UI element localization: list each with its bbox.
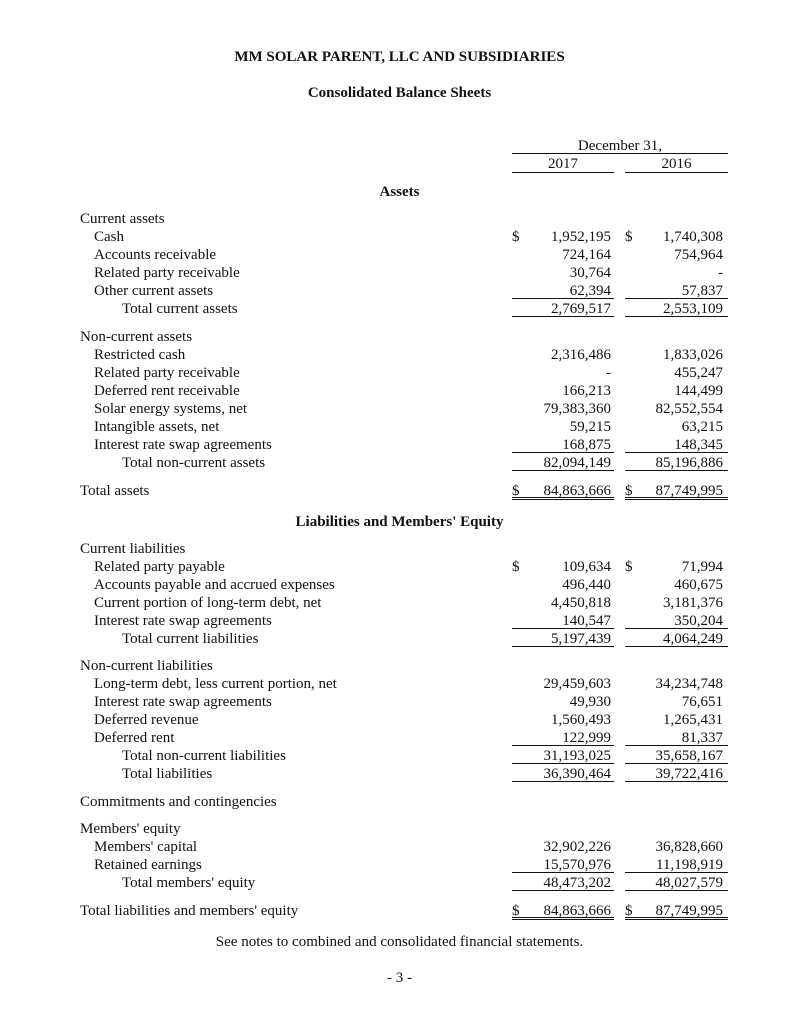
value-2016: 48,027,579 — [655, 875, 723, 891]
total-underline — [512, 890, 614, 891]
page-number: - 3 - — [387, 970, 412, 986]
subtotal-underline — [512, 298, 614, 299]
total-underline — [625, 470, 728, 471]
row-label: Interest rate swap agreements — [94, 694, 272, 710]
value-2017: 62,394 — [569, 283, 611, 299]
commitments-label: Commitments and contingencies — [80, 794, 277, 810]
value-2016: 754,964 — [674, 247, 723, 263]
value-2017: 166,213 — [562, 383, 611, 399]
total-underline — [512, 316, 614, 317]
total-underline — [512, 646, 614, 647]
value-2016: 1,740,308 — [663, 229, 723, 245]
value-2017: 109,634 — [562, 559, 611, 575]
row-label: Total members' equity — [122, 875, 256, 891]
statement-title: Consolidated Balance Sheets — [307, 85, 492, 101]
row-label: Members' capital — [94, 839, 198, 855]
year-2016-underline — [625, 172, 728, 173]
row-label: Total current assets — [122, 301, 238, 317]
row-label: Restricted cash — [94, 347, 186, 363]
value-2016: 81,337 — [681, 730, 723, 746]
value-2017: 5,197,439 — [551, 631, 611, 647]
year-2017-underline — [512, 172, 614, 173]
subtotal-underline — [512, 452, 614, 453]
value-2016: 4,064,249 — [663, 631, 723, 647]
value-2017: 79,383,360 — [543, 401, 611, 417]
value-2016: 36,828,660 — [655, 839, 723, 855]
value-2016: 144,499 — [674, 383, 723, 399]
value-2016: 34,234,748 — [655, 676, 723, 692]
double-underline — [625, 497, 728, 500]
value-2016: 85,196,886 — [655, 455, 723, 471]
year-2016-header: 2016 — [661, 156, 692, 172]
period-label: December 31, — [577, 138, 663, 154]
row-label: Current portion of long-term debt, net — [94, 595, 322, 611]
value-2016: 35,658,167 — [655, 748, 723, 764]
noncurrent-liabilities-heading: Non-current liabilities — [80, 658, 213, 674]
value-2016: 148,345 — [674, 437, 723, 453]
double-underline — [512, 497, 614, 500]
subtotal-underline — [625, 298, 728, 299]
total-underline — [625, 781, 728, 782]
dollar-sign: $ — [512, 559, 520, 575]
dollar-sign: $ — [512, 903, 520, 919]
value-2017: 1,560,493 — [551, 712, 611, 728]
double-underline — [625, 917, 728, 920]
row-label: Deferred rent receivable — [94, 383, 240, 399]
total-underline — [625, 316, 728, 317]
members-equity-heading: Members' equity — [80, 821, 181, 837]
subtotal-underline — [625, 745, 728, 746]
subtotal-underline — [512, 872, 614, 873]
year-2017-header: 2017 — [548, 156, 578, 172]
value-2017: 84,863,666 — [543, 483, 611, 499]
value-2016: - — [718, 265, 723, 281]
row-label: Other current assets — [94, 283, 214, 299]
row-label: Total current liabilities — [122, 631, 259, 647]
footnote: See notes to combined and consolidated financial statements. — [215, 934, 584, 950]
row-label: Interest rate swap agreements — [94, 437, 272, 453]
period-underline — [512, 153, 728, 154]
row-label: Long-term debt, less current portion, net — [94, 676, 337, 692]
value-2016: 87,749,995 — [655, 483, 723, 499]
value-2017: 48,473,202 — [543, 875, 611, 891]
dollar-sign: $ — [625, 903, 633, 919]
subtotal-underline — [512, 763, 614, 764]
row-label: Accounts receivable — [94, 247, 217, 263]
subtotal-underline — [625, 872, 728, 873]
row-label: Related party payable — [94, 559, 225, 575]
value-2016: 2,553,109 — [663, 301, 723, 317]
double-underline — [512, 917, 614, 920]
total-underline — [625, 646, 728, 647]
value-2017: 496,440 — [562, 577, 611, 593]
value-2016: 87,749,995 — [655, 903, 723, 919]
noncurrent-assets-heading: Non-current assets — [80, 329, 193, 345]
row-label: Retained earnings — [94, 857, 202, 873]
value-2017: 140,547 — [562, 613, 611, 629]
value-2017: 4,450,818 — [551, 595, 611, 611]
subtotal-underline — [625, 628, 728, 629]
row-label: Deferred revenue — [94, 712, 199, 728]
value-2017: 15,570,976 — [543, 857, 611, 873]
row-label: Total non-current liabilities — [122, 748, 286, 764]
row-label: Total non-current assets — [122, 455, 266, 471]
current-assets-heading: Current assets — [80, 211, 165, 227]
subtotal-underline — [512, 745, 614, 746]
value-2017: 2,316,486 — [551, 347, 611, 363]
value-2017: - — [606, 365, 611, 381]
row-label: Related party receivable — [94, 365, 240, 381]
value-2017: 122,999 — [562, 730, 611, 746]
row-label: Related party receivable — [94, 265, 240, 281]
row-label: Total liabilities and members' equity — [80, 903, 299, 919]
value-2017: 724,164 — [562, 247, 611, 263]
value-2016: 39,722,416 — [655, 766, 723, 782]
row-label: Total liabilities — [122, 766, 213, 782]
value-2017: 36,390,464 — [543, 766, 611, 782]
dollar-sign: $ — [512, 229, 520, 245]
value-2017: 2,769,517 — [551, 301, 611, 317]
value-2016: 71,994 — [681, 559, 723, 575]
row-label: Cash — [94, 229, 124, 245]
value-2017: 31,193,025 — [543, 748, 611, 764]
dollar-sign: $ — [512, 483, 520, 499]
value-2016: 1,833,026 — [663, 347, 723, 363]
total-underline — [512, 470, 614, 471]
dollar-sign: $ — [625, 559, 633, 575]
value-2016: 460,675 — [674, 577, 723, 593]
value-2016: 3,181,376 — [663, 595, 723, 611]
value-2016: 350,204 — [674, 613, 723, 629]
company-name: MM SOLAR PARENT, LLC AND SUBSIDIARIES — [234, 49, 565, 65]
current-liabilities-heading: Current liabilities — [80, 541, 186, 557]
value-2016: 1,265,431 — [663, 712, 723, 728]
value-2017: 32,902,226 — [543, 839, 611, 855]
value-2017: 82,094,149 — [543, 455, 611, 471]
subtotal-underline — [625, 452, 728, 453]
row-label: Total assets — [80, 483, 150, 499]
total-underline — [625, 890, 728, 891]
liabilities-section-title: Liabilities and Members' Equity — [295, 514, 504, 530]
value-2017: 29,459,603 — [543, 676, 611, 692]
value-2016: 57,837 — [681, 283, 723, 299]
value-2017: 168,875 — [562, 437, 611, 453]
total-underline — [512, 781, 614, 782]
value-2017: 59,215 — [569, 419, 611, 435]
subtotal-underline — [625, 763, 728, 764]
value-2017: 1,952,195 — [551, 229, 611, 245]
row-label: Interest rate swap agreements — [94, 613, 272, 629]
value-2016: 82,552,554 — [655, 401, 723, 417]
value-2017: 84,863,666 — [543, 903, 611, 919]
value-2016: 76,651 — [681, 694, 723, 710]
value-2017: 30,764 — [569, 265, 611, 281]
value-2016: 455,247 — [674, 365, 723, 381]
row-label: Intangible assets, net — [94, 419, 220, 435]
row-label: Solar energy systems, net — [94, 401, 248, 417]
dollar-sign: $ — [625, 483, 633, 499]
value-2016: 11,198,919 — [656, 857, 723, 873]
value-2016: 63,215 — [681, 419, 723, 435]
dollar-sign: $ — [625, 229, 633, 245]
assets-section-title: Assets — [379, 184, 420, 200]
value-2017: 49,930 — [569, 694, 611, 710]
row-label: Deferred rent — [94, 730, 175, 746]
subtotal-underline — [512, 628, 614, 629]
row-label: Accounts payable and accrued expenses — [94, 577, 335, 593]
